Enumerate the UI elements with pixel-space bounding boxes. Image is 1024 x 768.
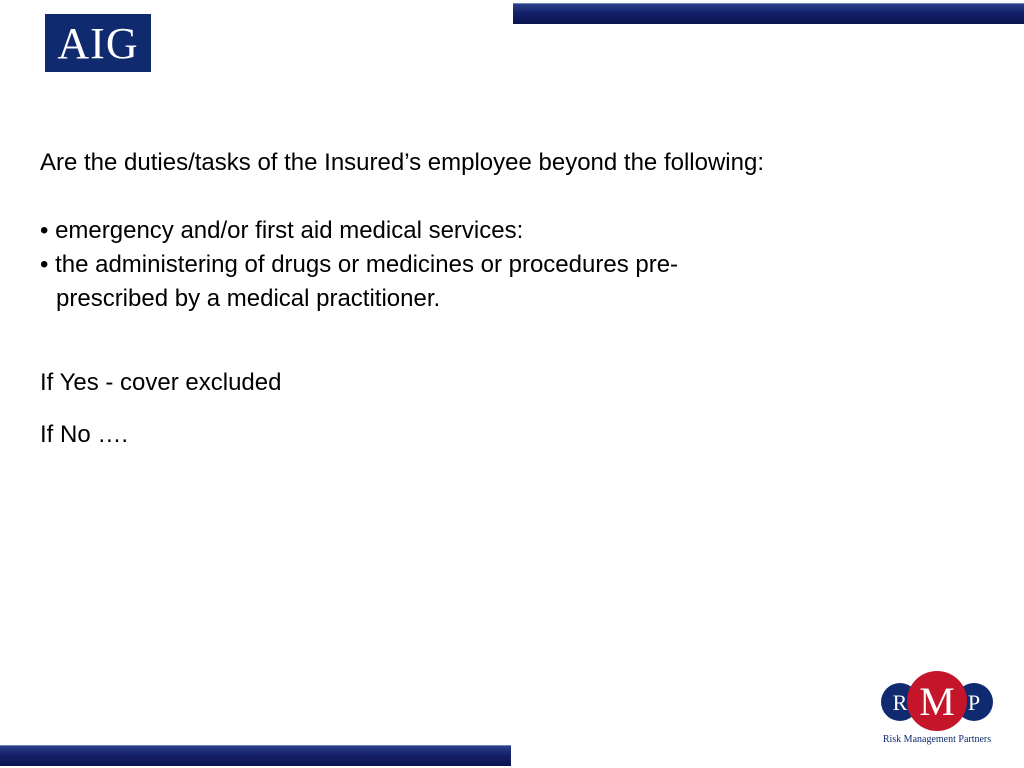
rmp-letter-p: P: [967, 690, 981, 715]
rmp-caption: Risk Management Partners: [882, 734, 992, 745]
bullet-item-drugs-continuation: prescribed by a medical practitioner.: [56, 285, 441, 312]
top-decorative-bar: [513, 3, 1024, 24]
answer-no-text: If No ….: [40, 421, 129, 448]
question-text: Are the duties/tasks of the Insured’s employee beyond the following:: [40, 149, 764, 176]
bullet-list: [40, 214, 940, 316]
bottom-decorative-bar: [0, 745, 511, 766]
bullet-item-emergency: • emergency and/or first aid medical services:: [40, 217, 524, 244]
rmp-logo-emblem: [877, 669, 997, 735]
slide-content: [40, 146, 940, 452]
bullet-item-drugs: • the administering of drugs or medicines or procedures pre-: [40, 251, 679, 278]
rmp-letter-r: R: [892, 690, 908, 715]
aig-logo: [45, 14, 151, 72]
aig-logo-text: AIG: [57, 19, 139, 68]
rmp-letter-m: M: [919, 679, 955, 724]
rmp-logo: [877, 669, 997, 751]
answer-yes-text: If Yes - cover excluded: [40, 369, 282, 396]
